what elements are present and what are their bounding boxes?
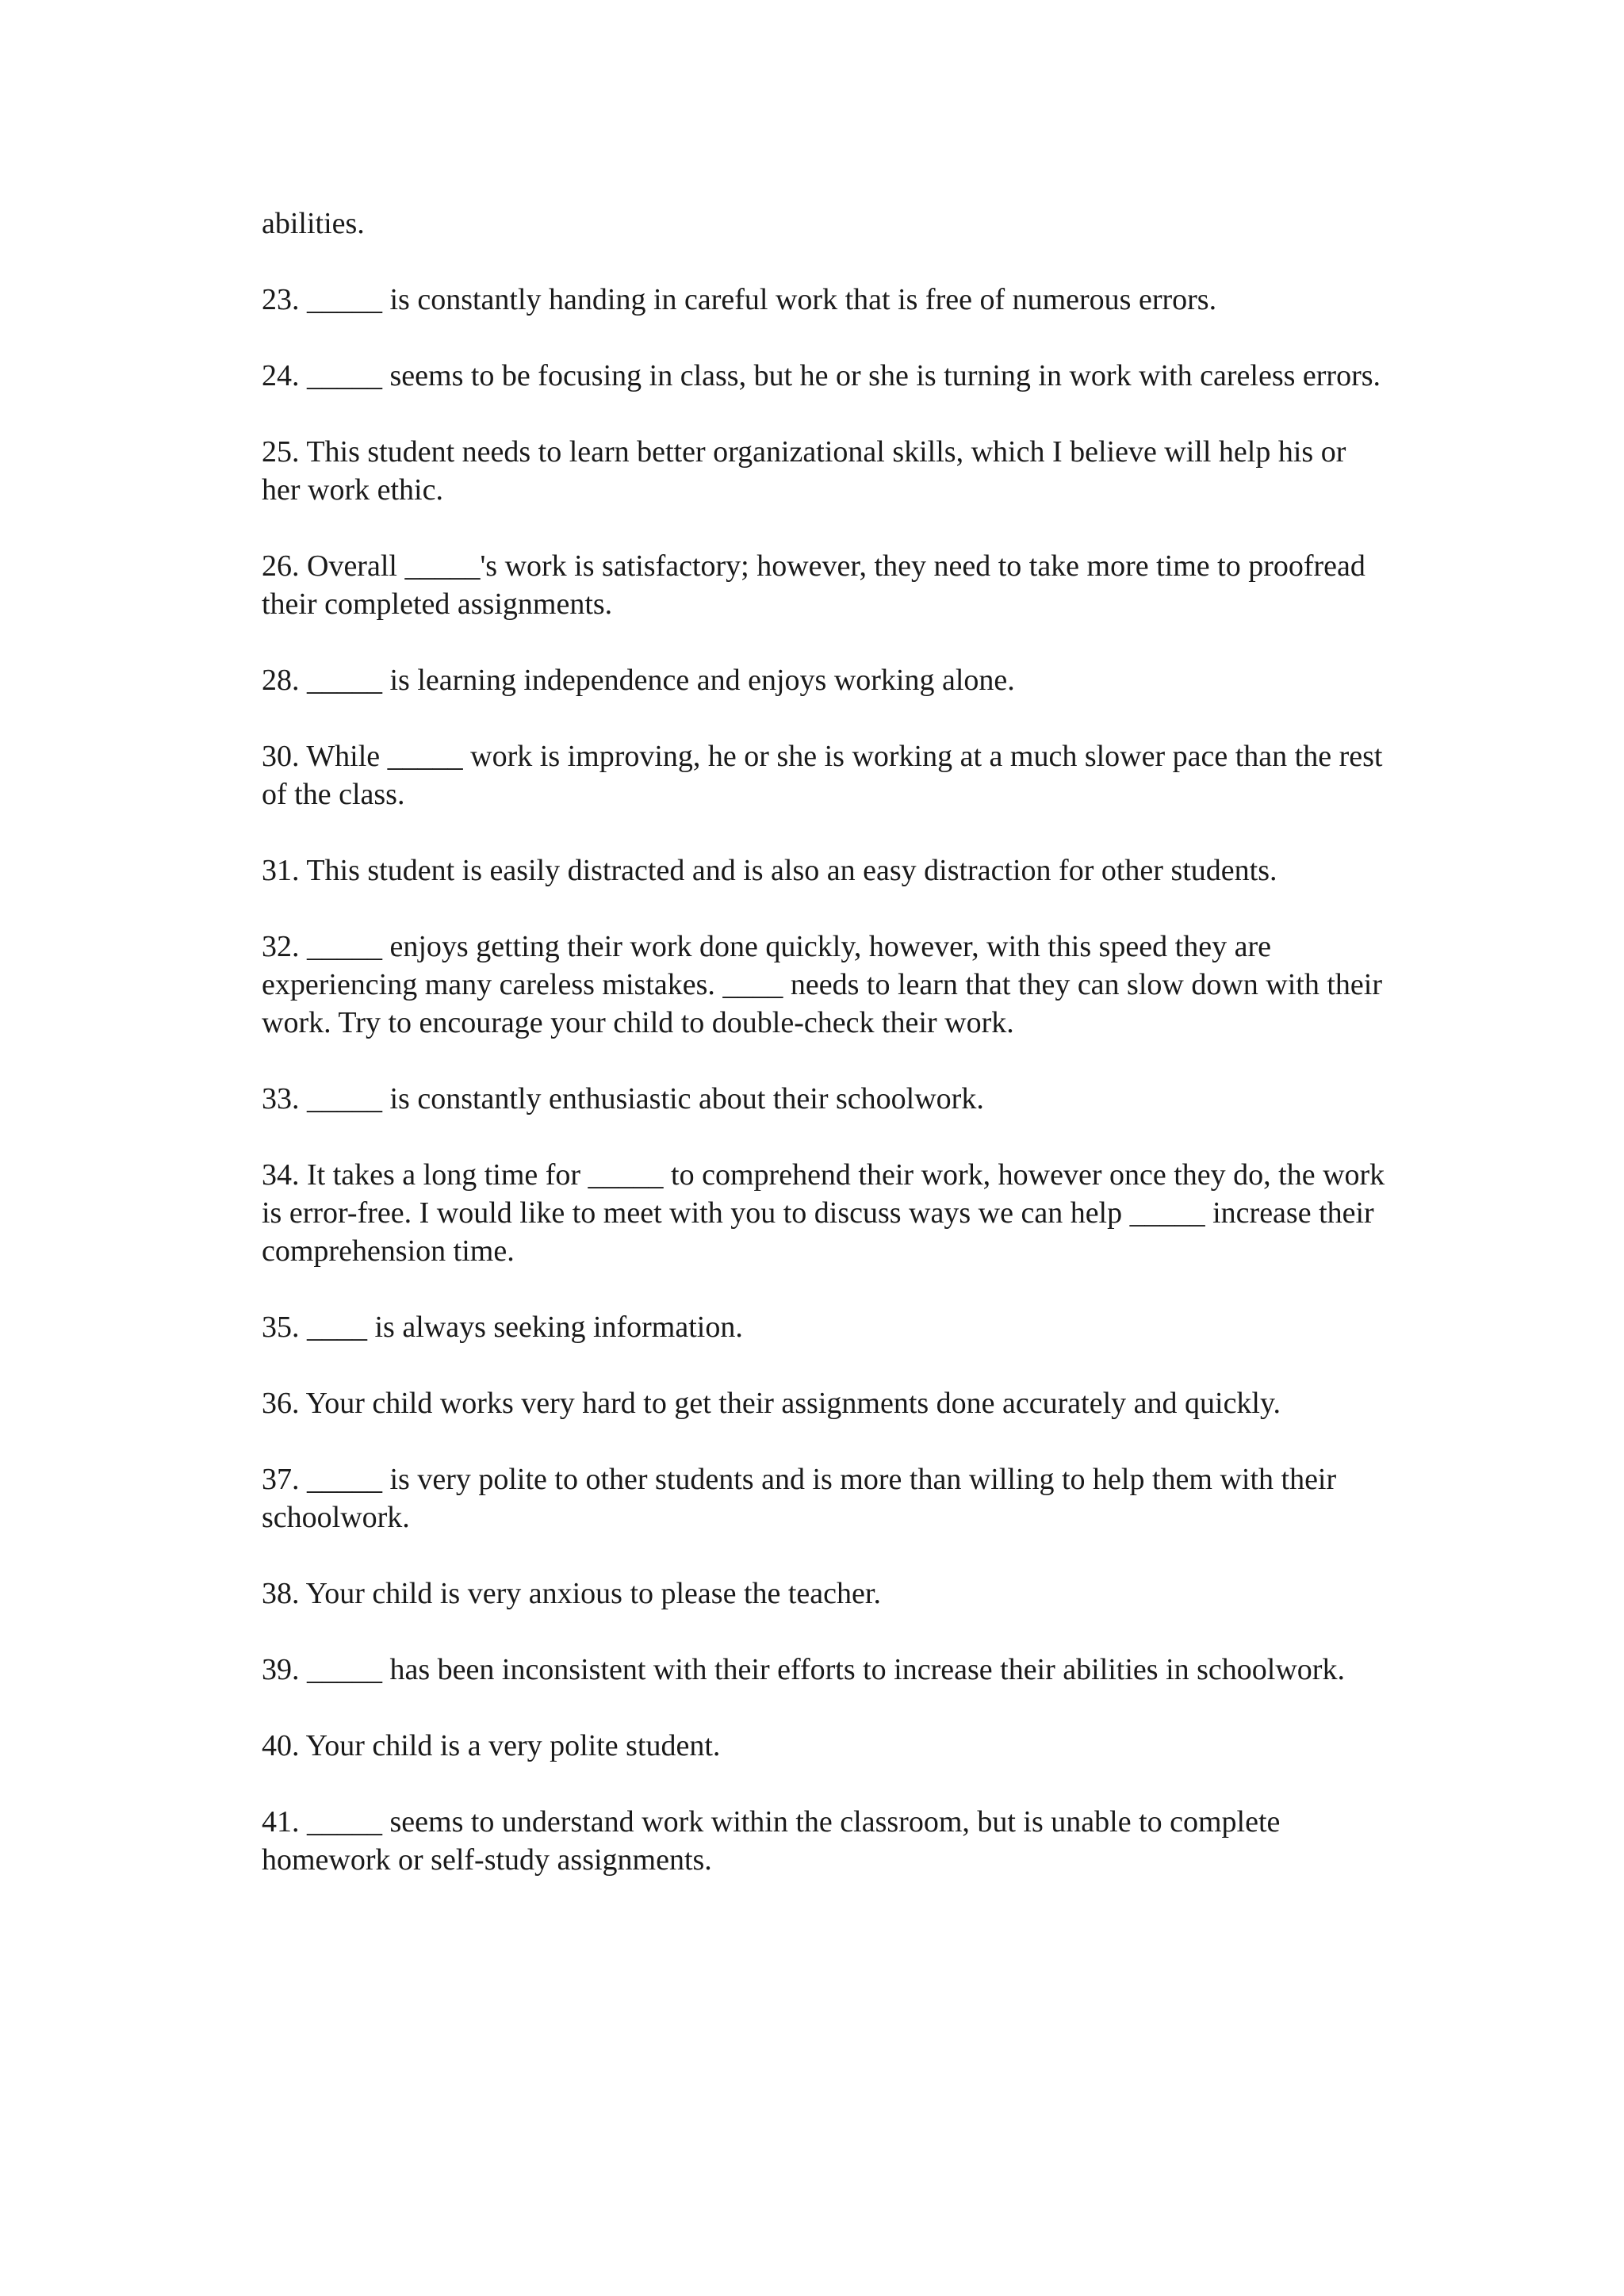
comment-37: 37. _____ is very polite to other students and is more than willing to help them with their schoolwork. bbox=[262, 1463, 1337, 1534]
comment-32: 32. _____ enjoys getting their work done quickly, however, with this speed they are experiencing many careless mistakes. ____ needs to learn that they can slow down with their work. Try to encourage your child to double-check their work. bbox=[262, 930, 1382, 1039]
comment-23: 23. _____ is constantly handing in careful work that is free of numerous errors. bbox=[262, 283, 1217, 316]
comment-31: 31. This student is easily distracted and is also an easy distraction for other students. bbox=[262, 854, 1277, 887]
comment-28: 28. _____ is learning independence and enjoys working alone. bbox=[262, 664, 1015, 697]
paragraph-continuation: abilities. bbox=[262, 207, 365, 240]
comment-26: 26. Overall _____'s work is satisfactory; however, they need to take more time to proofread their completed assignments. bbox=[262, 549, 1365, 621]
comment-36: 36. Your child works very hard to get their assignments done accurately and quickly. bbox=[262, 1387, 1281, 1420]
document-body bbox=[262, 205, 1388, 1917]
comment-33: 33. _____ is constantly enthusiastic about their schoolwork. bbox=[262, 1082, 984, 1115]
comment-41: 41. _____ seems to understand work within the classroom, but is unable to complete homework or self-study assignments. bbox=[262, 1805, 1281, 1877]
comment-34: 34. It takes a long time for _____ to comprehend their work, however once they do, the work is error-free. I would like to meet with you to discuss ways we can help _____ increase their comprehension time. bbox=[262, 1158, 1385, 1268]
comment-25: 25. This student needs to learn better organizational skills, which I believe will help his or her work ethic. bbox=[262, 435, 1346, 507]
comment-30: 30. While _____ work is improving, he or she is working at a much slower pace than the rest of the class. bbox=[262, 740, 1383, 811]
comment-38: 38. Your child is very anxious to please the teacher. bbox=[262, 1577, 881, 1610]
comment-24: 24. _____ seems to be focusing in class, but he or she is turning in work with careless errors. bbox=[262, 359, 1381, 392]
comment-39: 39. _____ has been inconsistent with their efforts to increase their abilities in schoolwork. bbox=[262, 1653, 1345, 1686]
comment-35: 35. ____ is always seeking information. bbox=[262, 1311, 743, 1344]
comment-40: 40. Your child is a very polite student. bbox=[262, 1729, 721, 1762]
